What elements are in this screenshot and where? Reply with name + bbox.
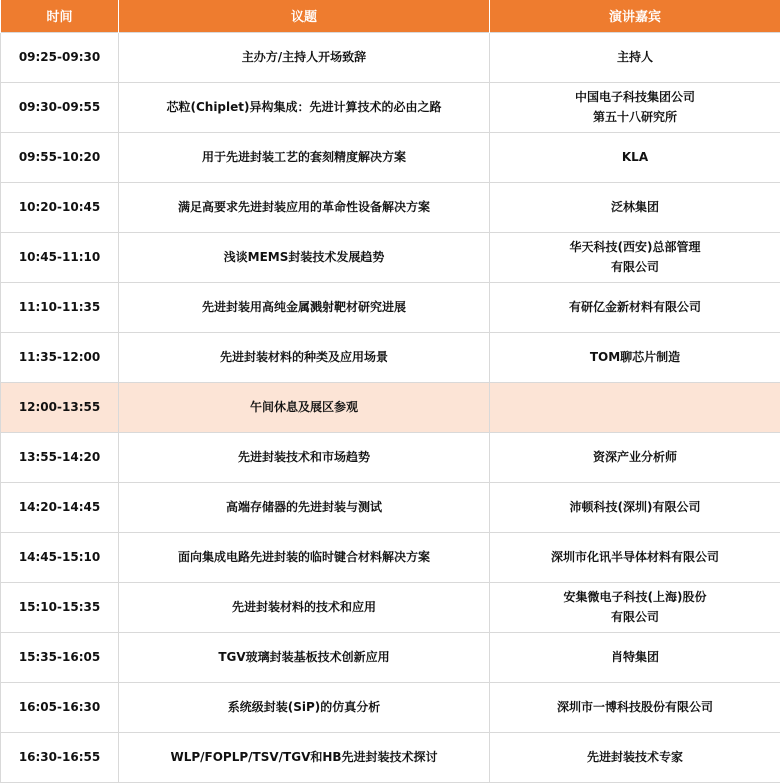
speaker-cell (490, 232, 780, 282)
speaker-cell (490, 682, 780, 732)
topic-cell: 用于先进封装工艺的套刻精度解决方案 (119, 132, 490, 182)
speaker-name: 资深产业分析师 (593, 447, 677, 467)
topic-cell: 面向集成电路先进封装的临时键合材料解决方案 (119, 532, 490, 582)
speaker-name: 中国电子科技集团公司 第五十八研究所 (575, 87, 695, 127)
topic-cell: 先进封装用高纯金属溅射靶材研究进展 (119, 282, 490, 332)
topic-cell: 主办方/主持人开场致辞 (119, 32, 490, 82)
agenda-header (1, 0, 780, 32)
speaker-name: 深圳市一博科技股份有限公司 (557, 697, 713, 717)
table-row (1, 82, 780, 132)
time-cell: 10:45-11:10 (1, 232, 119, 282)
time-cell: 09:30-09:55 (1, 82, 119, 132)
topic-cell: 高端存储器的先进封装与测试 (119, 482, 490, 532)
topic-cell: 系统级封装(SiP)的仿真分析 (119, 682, 490, 732)
time-cell: 12:00-13:55 (1, 382, 119, 432)
table-row (1, 232, 780, 282)
topic-cell: WLP/FOPLP/TSV/TGV和HB先进封装技术探讨 (119, 732, 490, 782)
time-cell: 15:10-15:35 (1, 582, 119, 632)
time-cell: 11:10-11:35 (1, 282, 119, 332)
time-cell: 11:35-12:00 (1, 332, 119, 382)
time-cell: 15:35-16:05 (1, 632, 119, 682)
table-row (1, 582, 780, 632)
time-cell: 14:45-15:10 (1, 532, 119, 582)
speaker-cell (490, 32, 780, 82)
speaker-cell (490, 582, 780, 632)
topic-cell: 满足高要求先进封装应用的革命性设备解决方案 (119, 182, 490, 232)
speaker-cell (490, 282, 780, 332)
time-cell: 13:55-14:20 (1, 432, 119, 482)
speaker-name: 泛林集团 (611, 197, 659, 217)
speaker-name: 沛顿科技(深圳)有限公司 (570, 497, 701, 517)
break-row (1, 382, 780, 432)
time-cell: 09:25-09:30 (1, 32, 119, 82)
header-row (1, 0, 780, 32)
speaker-cell (490, 632, 780, 682)
table-row (1, 182, 780, 232)
topic-cell: 芯粒(Chiplet)异构集成：先进计算技术的必由之路 (119, 82, 490, 132)
topic-cell: 先进封装材料的种类及应用场景 (119, 332, 490, 382)
speaker-cell (490, 332, 780, 382)
speaker-name: 安集微电子科技(上海)股份 有限公司 (564, 587, 707, 627)
speaker-name: 先进封装技术专家 (587, 747, 683, 767)
speaker-cell (490, 432, 780, 482)
time-cell: 16:30-16:55 (1, 732, 119, 782)
speaker-name: 深圳市化讯半导体材料有限公司 (551, 547, 719, 567)
speaker-cell (490, 482, 780, 532)
table-row (1, 532, 780, 582)
topic-cell: 浅谈MEMS封装技术发展趋势 (119, 232, 490, 282)
time-cell: 10:20-10:45 (1, 182, 119, 232)
header-time: 时间 (1, 0, 119, 32)
header-speaker: 演讲嘉宾 (490, 0, 780, 32)
speaker-name: TOM聊芯片制造 (590, 347, 680, 367)
time-cell: 14:20-14:45 (1, 482, 119, 532)
speaker-cell (490, 82, 780, 132)
speaker-name: 肖特集团 (611, 647, 659, 667)
speaker-cell (490, 532, 780, 582)
speaker-cell (490, 732, 780, 782)
speaker-name: 主持人 (617, 47, 653, 67)
speaker-name: 华天科技(西安)总部管理 有限公司 (570, 237, 701, 277)
table-row (1, 682, 780, 732)
table-row (1, 32, 780, 82)
table-row (1, 632, 780, 682)
table-row (1, 732, 780, 782)
topic-cell: 先进封装技术和市场趋势 (119, 432, 490, 482)
time-cell: 16:05-16:30 (1, 682, 119, 732)
speaker-cell (490, 382, 780, 432)
speaker-cell (490, 132, 780, 182)
table-row (1, 132, 780, 182)
table-row (1, 282, 780, 332)
header-topic: 议题 (119, 0, 490, 32)
time-cell: 09:55-10:20 (1, 132, 119, 182)
topic-cell: 先进封装材料的技术和应用 (119, 582, 490, 632)
topic-cell: TGV玻璃封装基板技术创新应用 (119, 632, 490, 682)
table-row (1, 482, 780, 532)
table-row (1, 332, 780, 382)
topic-cell: 午间休息及展区参观 (119, 382, 490, 432)
agenda-body (1, 32, 780, 782)
speaker-name: KLA (622, 147, 648, 167)
speaker-cell (490, 182, 780, 232)
table-row (1, 432, 780, 482)
speaker-name: 有研亿金新材料有限公司 (569, 297, 701, 317)
